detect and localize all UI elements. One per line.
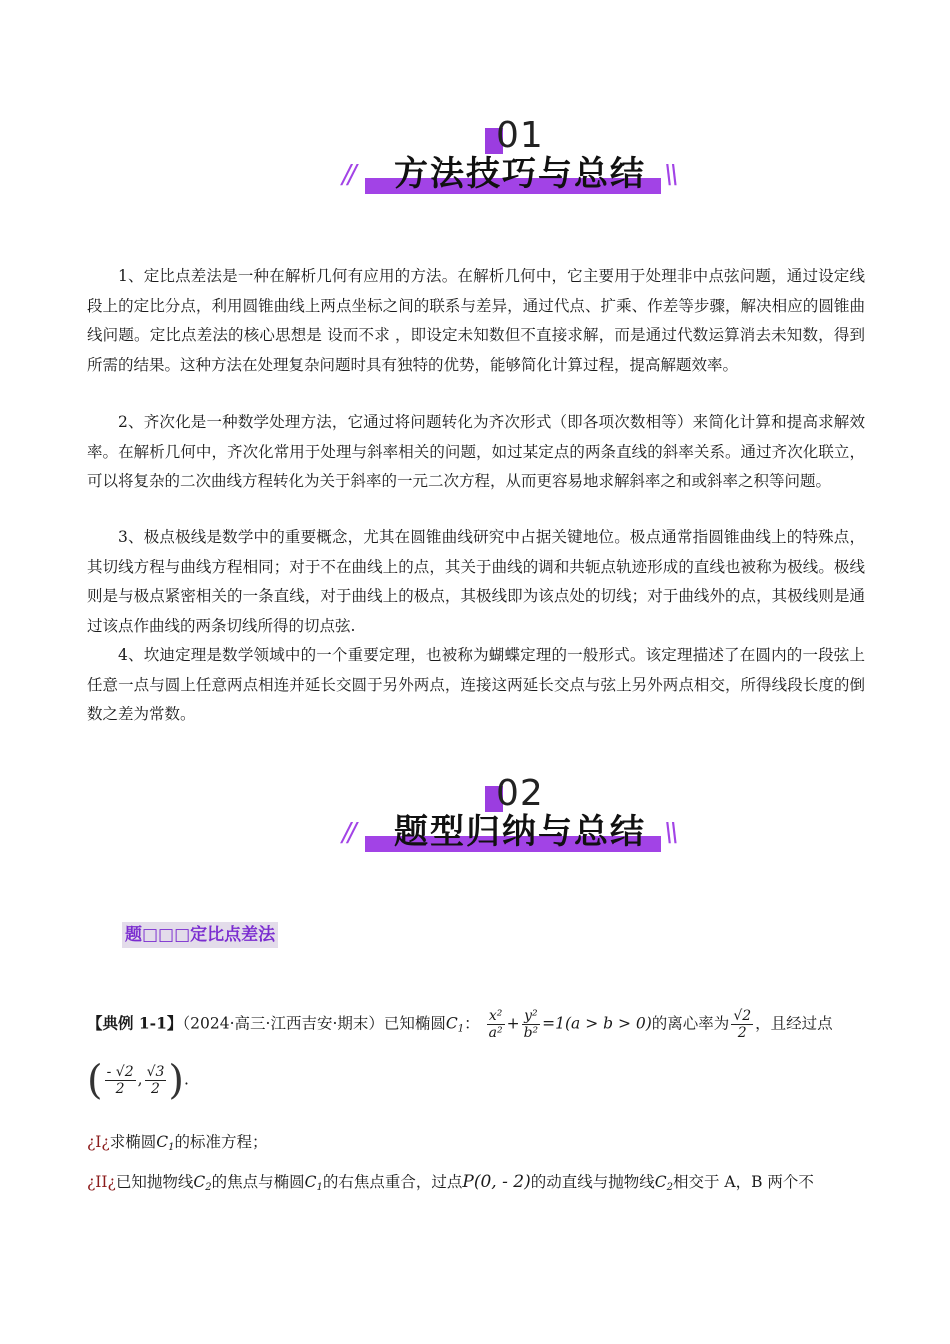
paragraph-3: 3、极点极线是数学中的重要概念，尤其在圆锥曲线研究中占据关键地位。极点通常指圆锥曲线上的特殊点，其切线方程与曲线方程相同；对于不在曲线上的点，其关于曲线的调和共轭点轨迹形成的直线也被称为极线。极线则是与极点紧密相关的一条直线，对于曲线上的极点，其极线即为该点处的切线；对于曲线外的点，其极线则是通过该点作曲线的两条切线所得的切点弦.	[87, 528, 865, 635]
section-number: 01	[496, 115, 544, 156]
question-marker: ¿I¿	[87, 1133, 110, 1151]
paragraph-4: 4、坎迪定理是数学领域中的一个重要定理，也被称为蝴蝶定理的一般形式。该定理描述了在圆内的一段弦上任意一点与圆上任意两点相连并延长交圆于另外两点，连接这两延长交点与弦上另外两点相交，所得线段长度的倒数之差为常数。	[87, 646, 865, 723]
section-number: 02	[496, 773, 544, 814]
slash-decoration-left: //	[342, 160, 354, 190]
question-2: ¿II¿已知抛物线$C_2$的焦点与椭圆$C_1$的右焦点重合，过点P(0, - 2)的动直线与抛物线$C_2$相交于 A，B 两个不	[87, 1172, 814, 1193]
question-marker: ¿II¿	[87, 1173, 116, 1191]
topic-tag: 题□□□定比点差法	[122, 922, 278, 948]
fraction-x: $\frac{\text{x²}}{\text{a²}}$	[488, 1008, 503, 1041]
paragraph-2: 2、齐次化是一种数学处理方法，它通过将问题转化为齐次形式（即各项次数相等）来简化计算和提高求解效率。在解析几何中，齐次化常用于处理与斜率相关的问题，如过某定点的两条直线的斜率关系。通过齐次化联立，可以将复杂的二次曲线方程转化为关于斜率的一元二次方程，从而更容易地求解斜率之和或斜率之积等问题。	[87, 413, 865, 490]
eccentricity-fraction: $\frac{√2}{2}$	[733, 1008, 752, 1041]
section-header-1	[0, 115, 950, 208]
paragraph-1: 1、定比点差法是一种在解析几何有应用的方法。在解析几何中，它主要用于处理非中点弦问题，通过设定线段上的定比分点，利用圆锥曲线上两点坐标之间的联系与差异，通过代点、扩乘、作差等步骤，解决相应的圆锥曲线问题。定比点差法的核心思想是 设而不求 ，即设定未知数但不直接求解，而是通过代数运算消去未知数，得到所需的结果。这种方法在处理复杂问题时具有独特的优势，能够简化计算过程，提高解题效率。	[87, 267, 865, 374]
example-source: （2024·高三·江西吉安·期末）已知椭圆	[182, 1014, 446, 1033]
equation-rest: =1(a > b > 0)	[542, 1014, 652, 1033]
slash-decoration-right: \\	[664, 160, 676, 190]
example-statement-line-1: 【典例 1-1】（2024·高三·江西吉安·期末）已知椭圆$C_1$： $\frac{\text{x²}}{\text{a²}}$ + $\frac{\text{y²}}{\text{b²}}$ =1(a > b > 0)的离心率为 $\frac{√2}{2}$ ，且经过点	[87, 1008, 833, 1041]
section-header-2	[0, 773, 950, 866]
fraction-y: $\frac{\text{y²}}{\text{b²}}$	[523, 1008, 539, 1041]
section-title: 方法技巧与总结	[394, 154, 646, 194]
example-point: ( $\frac{- √2}{2}$ , $\frac{√3}{2}$ ).	[87, 1057, 189, 1104]
example-label: 【典例 1-1】	[87, 1013, 183, 1033]
slash-decoration-left: //	[342, 818, 354, 848]
question-1: ¿I¿求椭圆$C_1$的标准方程；	[87, 1133, 268, 1153]
section-title: 题型归纳与总结	[394, 812, 646, 852]
point-p: P(0, - 2)	[462, 1172, 531, 1192]
slash-decoration-right: \\	[664, 818, 676, 848]
